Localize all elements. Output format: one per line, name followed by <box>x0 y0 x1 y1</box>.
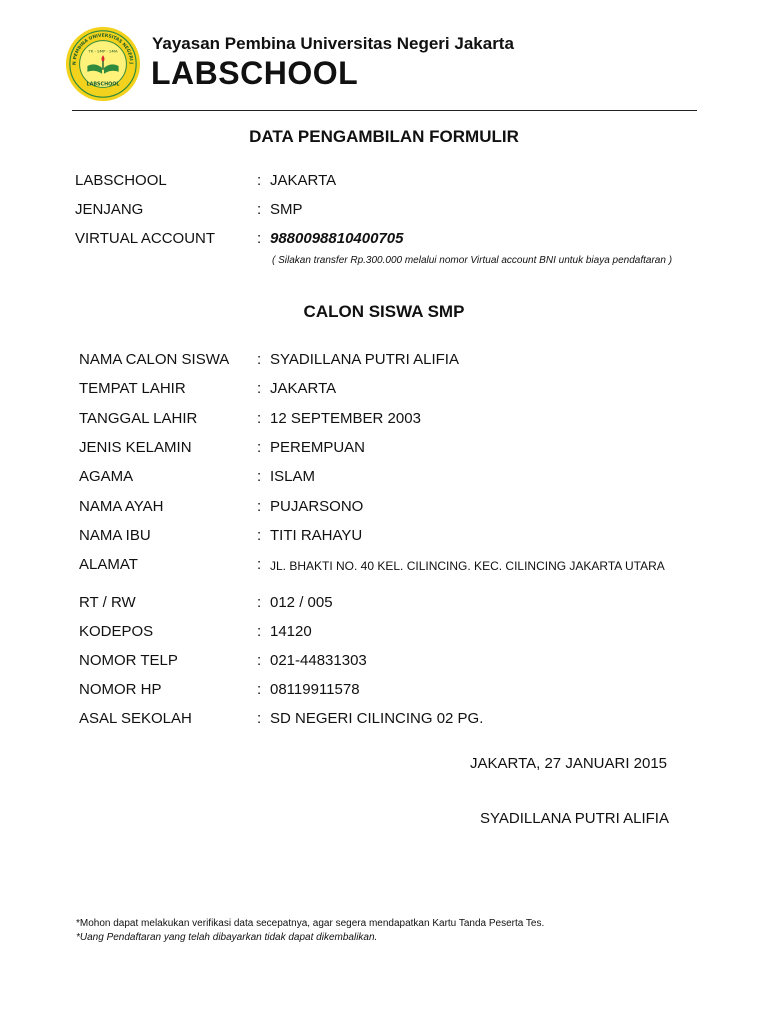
row-separator: : <box>257 527 262 544</box>
footnote-refund: *Uang Pendaftaran yang telah dibayarkan tidak dapat dikembalikan. <box>76 932 378 943</box>
row-label: NAMA AYAH <box>79 498 164 515</box>
row-value: PUJARSONO <box>270 498 364 515</box>
student-row-religion <box>0 468 768 488</box>
svg-text:YAYASAN PEMBINA UNIVERSITAS NE: N PEMBINA UNIVERSITAS NEGERI J <box>72 33 134 66</box>
row-separator: : <box>257 230 262 247</box>
row-separator: : <box>257 410 262 427</box>
student-row-mother <box>0 527 768 547</box>
organization-name: Yayasan Pembina Universitas Negeri Jakarta <box>152 34 514 53</box>
signature-name: SYADILLANA PUTRI ALIFIA <box>480 810 669 827</box>
row-label: LABSCHOOL <box>75 172 167 189</box>
student-row-gender <box>0 439 768 459</box>
labschool-logo <box>64 25 142 103</box>
row-label: AGAMA <box>79 468 134 485</box>
svg-text:TK - SMP - SMA: TK - SMP - SMA <box>88 48 118 54</box>
row-value: SYADILLANA PUTRI ALIFIA <box>270 351 459 368</box>
row-separator: : <box>257 652 262 669</box>
row-separator: : <box>257 439 262 456</box>
form-row-labschool <box>0 172 768 192</box>
student-row-mobile <box>0 681 768 701</box>
row-separator: : <box>257 351 262 368</box>
student-row-previous-school <box>0 710 768 730</box>
student-row-address <box>0 556 768 576</box>
row-label: ALAMAT <box>79 556 138 573</box>
row-label: NAMA IBU <box>79 527 151 544</box>
row-value: 14120 <box>270 623 312 640</box>
row-value: TITI RAHAYU <box>270 527 363 544</box>
row-value: PEREMPUAN <box>270 439 366 456</box>
row-value: SMP <box>270 201 303 218</box>
row-label: TANGGAL LAHIR <box>79 410 198 427</box>
header-divider <box>72 110 697 111</box>
row-separator: : <box>257 681 262 698</box>
row-label: JENJANG <box>75 201 144 218</box>
row-value: JAKARTA <box>270 380 337 397</box>
row-label: NAMA CALON SISWA <box>79 351 230 368</box>
student-row-name <box>0 351 768 371</box>
school-name: LABSCHOOL <box>151 55 359 91</box>
row-value: JL. BHAKTI NO. 40 KEL. CILINCING. KEC. CILINCING JAKARTA UTARA <box>270 559 665 573</box>
row-value: SD NEGERI CILINCING 02 PG. <box>270 710 484 727</box>
row-label: TEMPAT LAHIR <box>79 380 186 397</box>
row-separator: : <box>257 498 262 515</box>
row-value: JAKARTA <box>270 172 337 189</box>
row-label: VIRTUAL ACCOUNT <box>75 230 216 247</box>
student-row-phone <box>0 652 768 672</box>
student-row-father <box>0 498 768 518</box>
row-separator: : <box>257 468 262 485</box>
row-label: KODEPOS <box>79 623 154 640</box>
row-value: 012 / 005 <box>270 594 333 611</box>
row-value: 08119911578 <box>270 681 360 698</box>
svg-text:LABSCHOOL: LABSCHOOL <box>86 81 120 88</box>
student-row-birthdate <box>0 410 768 430</box>
virtual-account-note: ( Silakan transfer Rp.300.000 melalui nomor Virtual account BNI untuk biaya pendaftaran ) <box>272 255 673 266</box>
virtual-account-number: 9880098810400705 <box>270 230 404 247</box>
row-value: ISLAM <box>270 468 316 485</box>
row-label: JENIS KELAMIN <box>79 439 192 456</box>
row-label: NOMOR HP <box>79 681 162 698</box>
form-title: DATA PENGAMBILAN FORMULIR <box>249 127 519 146</box>
row-label: NOMOR TELP <box>79 652 178 669</box>
row-label: ASAL SEKOLAH <box>79 710 192 727</box>
row-label: RT / RW <box>79 594 136 611</box>
row-separator: : <box>257 623 262 640</box>
form-row-virtual-account <box>0 230 768 250</box>
student-row-postal-code <box>0 623 768 643</box>
student-row-rt-rw <box>0 594 768 614</box>
row-separator: : <box>257 380 262 397</box>
row-separator: : <box>257 201 262 218</box>
row-separator: : <box>257 556 262 573</box>
row-value: 021-44831303 <box>270 652 367 669</box>
footnote-verification: *Mohon dapat melakukan verifikasi data secepatnya, agar segera mendapatkan Kartu Tanda Peserta Tes. <box>76 918 545 929</box>
row-separator: : <box>257 172 262 189</box>
row-separator: : <box>257 710 262 727</box>
signature-place-date: JAKARTA, 27 JANUARI 2015 <box>470 755 668 772</box>
student-row-birthplace <box>0 380 768 400</box>
form-row-jenjang <box>0 201 768 221</box>
row-value: 12 SEPTEMBER 2003 <box>270 410 421 427</box>
student-section-title: CALON SISWA SMP <box>303 302 465 321</box>
row-separator: : <box>257 594 262 611</box>
